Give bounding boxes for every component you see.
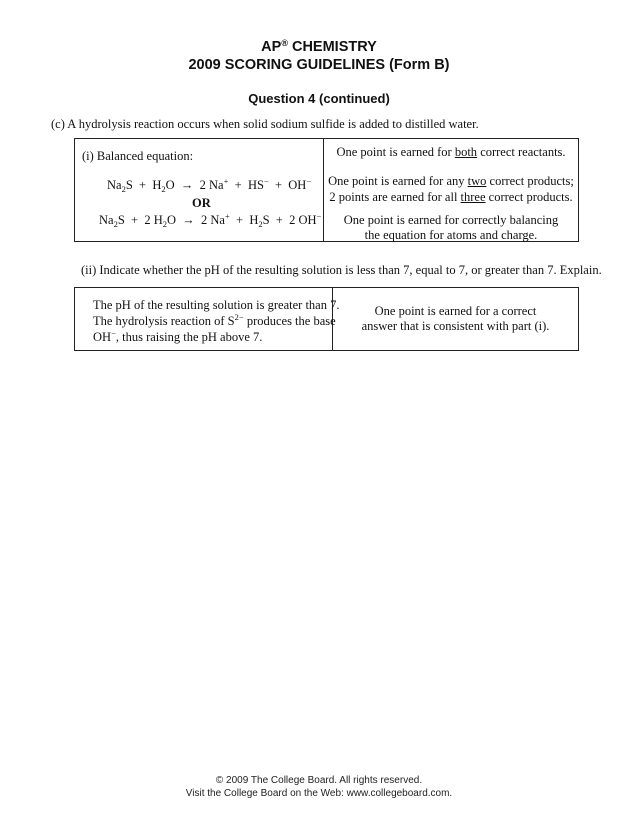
page-subtitle: 2009 SCORING GUIDELINES (Form B): [188, 57, 450, 73]
part-ii-box: [74, 287, 579, 351]
scoring-reactants: One point is earned for both correct reactants.: [336, 145, 566, 159]
part-c-intro: (c) A hydrolysis reaction occurs when solid sodium sulfide is added to distilled water.: [51, 117, 479, 131]
scoring-balancing: One point is earned for correctly balancing: [343, 213, 559, 227]
or-label: OR: [192, 196, 211, 210]
website-notice: Visit the College Board on the Web: www.collegeboard.com.: [185, 788, 453, 799]
equation-2: $Na_2S + 2$ $H_2O \to 2$ $Na^+ + H_2S + 2$ OH−: [99, 211, 322, 229]
scoring-ph-2: answer that is consistent with part (i).: [361, 319, 550, 333]
scoring-balancing-2: the equation for atoms and charge.: [364, 228, 538, 242]
answer-line-1: The pH of the resulting solution is greater than 7.: [93, 298, 340, 312]
page-title: AP® CHEMISTRY: [261, 38, 377, 55]
copyright-notice: © 2009 The College Board. All rights reserved.: [215, 775, 423, 786]
balanced-equation-label: (i) Balanced equation:: [82, 149, 194, 163]
scoring-two-products: One point is earned for any two correct products;: [328, 174, 574, 188]
answer-line-3: OH−, thus raising the pH above 7.: [93, 328, 263, 344]
answer-line-2: The hydrolysis reaction of $S^{2-}$ produces the base: [93, 312, 336, 328]
part-i-box: [74, 138, 579, 242]
scoring-ph-1: One point is earned for a correct: [374, 304, 537, 318]
part-ii-question: (ii) Indicate whether the pH of the resulting solution is less than 7, equal to 7, or greater than 7. Explain.: [81, 263, 602, 277]
equation-1: $Na_2S + H_2O \to 2$ Na+ + HS− + OH−: [107, 176, 312, 194]
question-title: Question 4 (continued): [248, 91, 390, 106]
scoring-three-products: 2 points are earned for all three correct products.: [329, 190, 573, 204]
